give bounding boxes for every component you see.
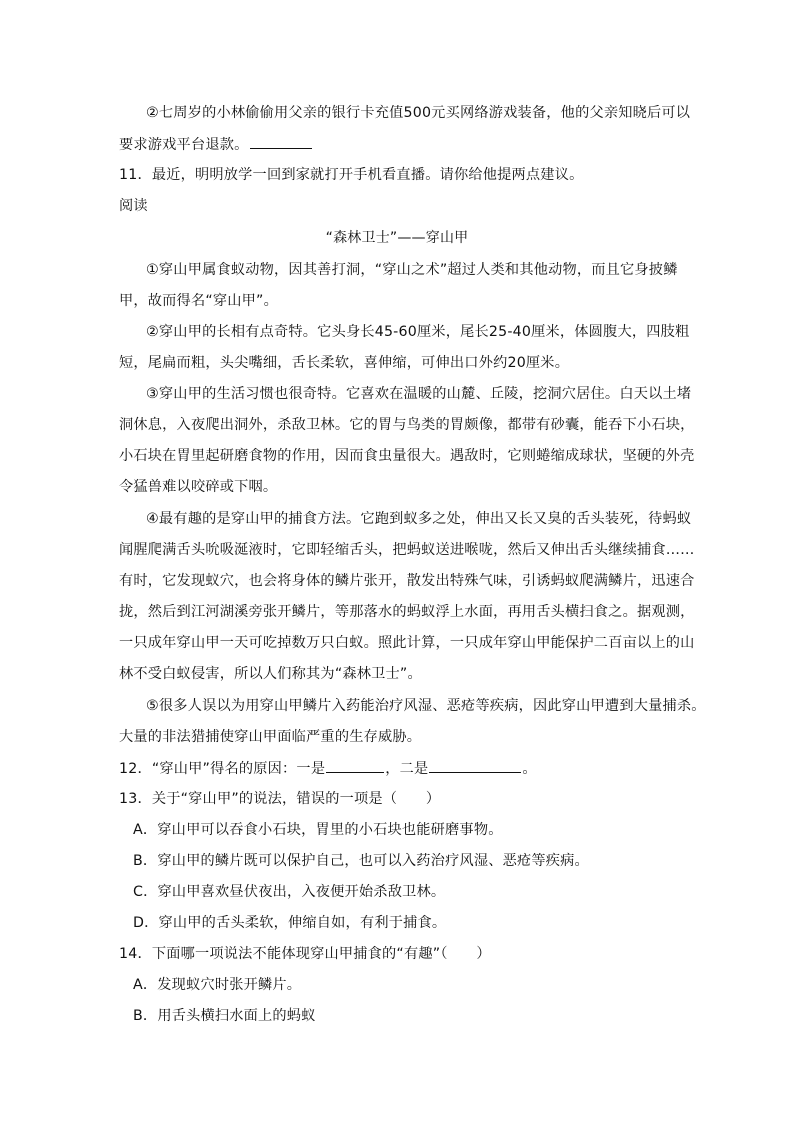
option-b: B．穿山甲的鳞片既可以保护自己，也可以入药治疗风湿、恶疮等疾病。 bbox=[133, 853, 589, 869]
paragraph-4-line: 拢，然后到江河湖溪旁张开鳞片，等那落水的蚂蚁浮上水面，再用舌头横扫食之。据观测， bbox=[119, 604, 695, 620]
paragraph-2-line: 短，尾扁而粗，头尖嘴细，舌长柔软，喜伸缩，可伸出口外约20厘米。 bbox=[119, 355, 570, 371]
paragraph-3-line: 令猛兽难以咬碎或下咽。 bbox=[119, 479, 278, 495]
text-span: ，二是 bbox=[385, 761, 429, 777]
paragraph-1-line: 甲，故而得名“穿山甲”。 bbox=[119, 293, 278, 309]
paragraph-1-line: ①穿山甲属食蚁动物，因其善打洞，“穿山之术”超过人类和其他动物，而且它身披鳞 bbox=[146, 262, 678, 278]
text-span: 12．“穿山甲”得名的原因：一是 bbox=[119, 761, 326, 777]
paragraph-3-line: 小石块在胃里起研磨食物的作用，因而食虫量很大。遇敌时，它则蜷缩成球状，坚硬的外壳 bbox=[119, 448, 695, 464]
paragraph-5-line: 大量的非法猎捕使穿山甲面临严重的生存威胁。 bbox=[119, 729, 422, 745]
paragraph-4-line: 林不受白蚁侵害，所以人们称其为“森林卫士”。 bbox=[119, 666, 422, 682]
paragraph-4-line: ④最有趣的是穿山甲的捕食方法。它跑到蚁多之处，伸出又长又臭的舌头装死，待蚂蚁 bbox=[146, 511, 692, 527]
text-span: 要求游戏平台退款。 bbox=[119, 137, 249, 153]
article-title: “森林卫士”——穿山甲 bbox=[325, 230, 469, 246]
paragraph-5-line: ⑤很多人误以为用穿山甲鳞片入药能治疗风湿、恶疮等疾病，因此穿山甲遭到大量捕杀。 bbox=[146, 698, 706, 714]
question-12 bbox=[119, 758, 679, 779]
paragraph-4-line: 有时，它发现蚁穴，也会将身体的鳞片张开，散发出特殊气味，引诱蚂蚁爬满鳞片，迅速合 bbox=[119, 573, 695, 589]
option-d: D．穿山甲的舌头柔软，伸缩自如，有利于捕食。 bbox=[133, 915, 447, 931]
paragraph-2-line: ②穿山甲的长相有点奇特。它头身长45-60厘米，尾长25-40厘米，体圆腹大，四肢粗 bbox=[146, 324, 690, 340]
text-line bbox=[119, 134, 679, 155]
question-14: 14．下面哪一项说法不能体现穿山甲捕食的“有趣”（ ） bbox=[119, 946, 491, 962]
paragraph-3-line: ③穿山甲的生活习惯也很奇特。它喜欢在温暖的山麓、丘陵，挖洞穴居住。白天以土堵 bbox=[146, 386, 692, 402]
reading-label: 阅读 bbox=[119, 198, 148, 214]
option-a: A．穿山甲可以吞食小石块，胃里的小石块也能研磨事物。 bbox=[133, 822, 503, 838]
paragraph-3-line: 洞休息，入夜爬出洞外，杀敌卫林。它的胃与鸟类的胃颇像，都带有砂囊，能吞下小石块， bbox=[119, 417, 695, 433]
option-a: A．发现蚁穴时张开鳞片。 bbox=[133, 977, 302, 993]
answer-blank[interactable] bbox=[326, 758, 384, 773]
answer-blank[interactable] bbox=[250, 134, 312, 149]
paragraph-4-line: 闻腥爬满舌头吮吸涎液时，它即轻缩舌头，把蚂蚁送进喉咙，然后又伸出舌头继续捕食…… bbox=[119, 542, 695, 558]
text-line: ②七周岁的小林偷偷用父亲的银行卡充值500元买网络游戏装备，他的父亲知晓后可以 bbox=[146, 105, 691, 121]
question-13: 13．关于“穿山甲”的说法，错误的一项是（ ） bbox=[119, 791, 441, 807]
paragraph-4-line: 一只成年穿山甲一天可吃掉数万只白蚁。照此计算，一只成年穿山甲能保护二百亩以上的山 bbox=[119, 635, 695, 651]
answer-blank[interactable] bbox=[429, 758, 521, 773]
question-11: 11．最近，明明放学一回到家就打开手机看直播。请你给他提两点建议。 bbox=[119, 167, 584, 183]
text-span: 。 bbox=[522, 761, 537, 777]
option-c: C．穿山甲喜欢昼伏夜出，入夜便开始杀敌卫林。 bbox=[133, 884, 446, 900]
option-b: B．用舌头横扫水面上的蚂蚁 bbox=[133, 1008, 316, 1024]
